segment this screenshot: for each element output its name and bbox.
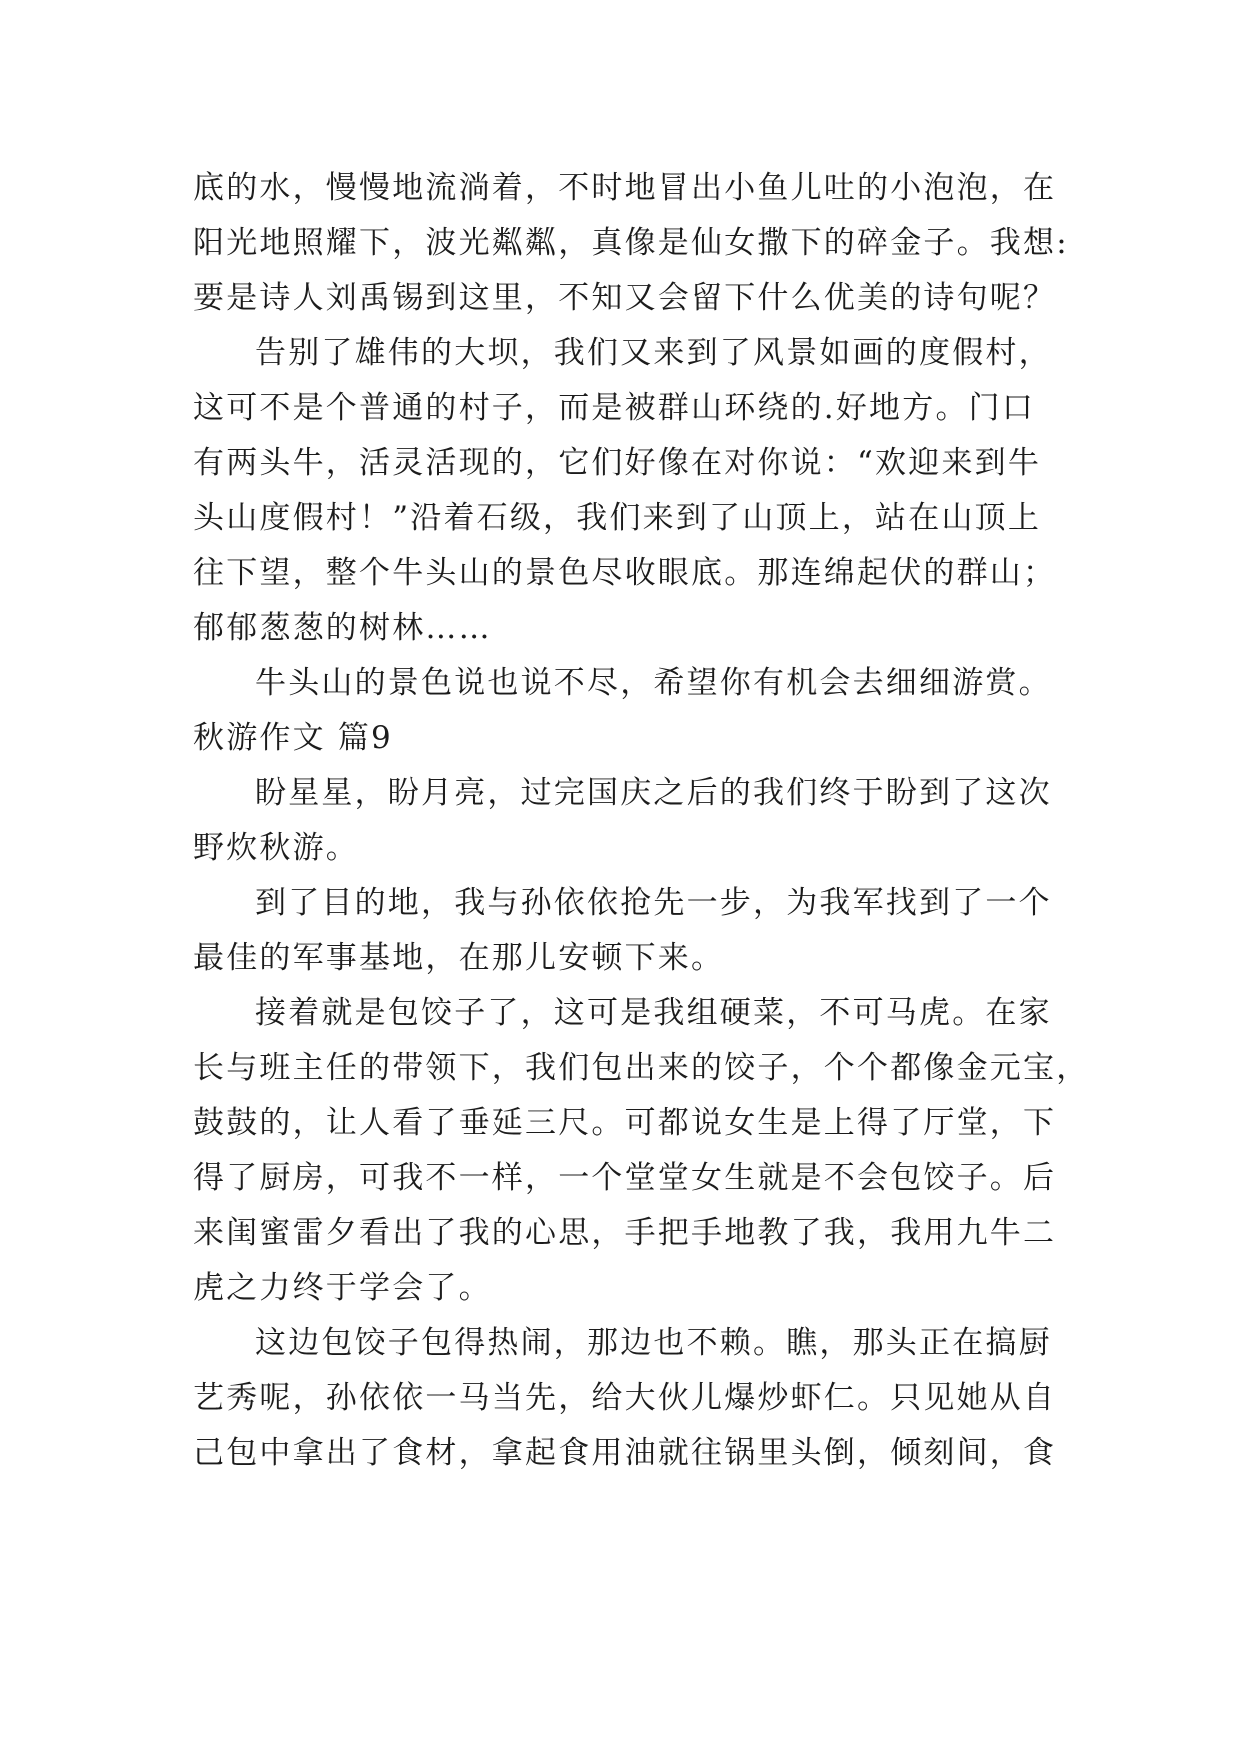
text-line: 己包中拿出了食材，拿起食用油就往锅里头倒，倾刻间，食 — [193, 1435, 1057, 1471]
text-line: 得了厨房，可我不一样，一个堂堂女生就是不会包饺子。后 — [193, 1160, 1057, 1196]
paragraph-first-line: 告别了雄伟的大坝，我们又来到了风景如画的度假村， — [255, 335, 1052, 371]
text-line: 鼓鼓的，让人看了垂延三尺。可都说女生是上得了厅堂，下 — [193, 1105, 1057, 1141]
text-line: 郁郁葱葱的树林…… — [193, 610, 492, 646]
text-line: 长与班主任的带领下，我们包出来的饺子，个个都像金元宝， — [193, 1050, 1090, 1086]
paragraph-first-line: 接着就是包饺子了，这可是我组硬菜，不可马虎。在家 — [255, 995, 1052, 1031]
text-line: 艺秀呢，孙依依一马当先，给大伙儿爆炒虾仁。只见她从自 — [193, 1380, 1057, 1416]
text-line: 这可不是个普通的村子，而是被群山环绕的.好地方。门口 — [193, 390, 1036, 426]
text-line: 最佳的军事基地，在那儿安顿下来。 — [193, 940, 725, 976]
paragraph-first-line: 牛头山的景色说也说不尽，希望你有机会去细细游赏。 — [255, 665, 1052, 701]
text-line: 底的水，慢慢地流淌着，不时地冒出小鱼儿吐的小泡泡，在 — [193, 170, 1057, 206]
text-line: 要是诗人刘禹锡到这里，不知又会留下什么优美的诗句呢？ — [193, 280, 1057, 316]
paragraph-first-line: 盼星星，盼月亮，过完国庆之后的我们终于盼到了这次 — [255, 775, 1052, 811]
section-heading: 秋游作文 篇9 — [193, 720, 393, 756]
text-line: 阳光地照耀下，波光粼粼，真像是仙女撒下的碎金子。我想: — [193, 225, 1069, 261]
paragraph-first-line: 到了目的地，我与孙依依抢先一步，为我军找到了一个 — [255, 885, 1052, 921]
text-line: 虎之力终于学会了。 — [193, 1270, 492, 1306]
text-line: 有两头牛，活灵活现的，它们好像在对你说：“欢迎来到牛 — [193, 445, 1042, 481]
text-line: 野炊秋游。 — [193, 830, 359, 866]
text-line: 来闺蜜雷夕看出了我的心思，手把手地教了我，我用九牛二 — [193, 1215, 1057, 1251]
text-line: 头山度假村！”沿着石级，我们来到了山顶上，站在山顶上 — [193, 500, 1042, 536]
paragraph-first-line: 这边包饺子包得热闹，那边也不赖。瞧，那头正在搞厨 — [255, 1325, 1052, 1361]
text-line: 往下望，整个牛头山的景色尽收眼底。那连绵起伏的群山； — [193, 555, 1057, 591]
